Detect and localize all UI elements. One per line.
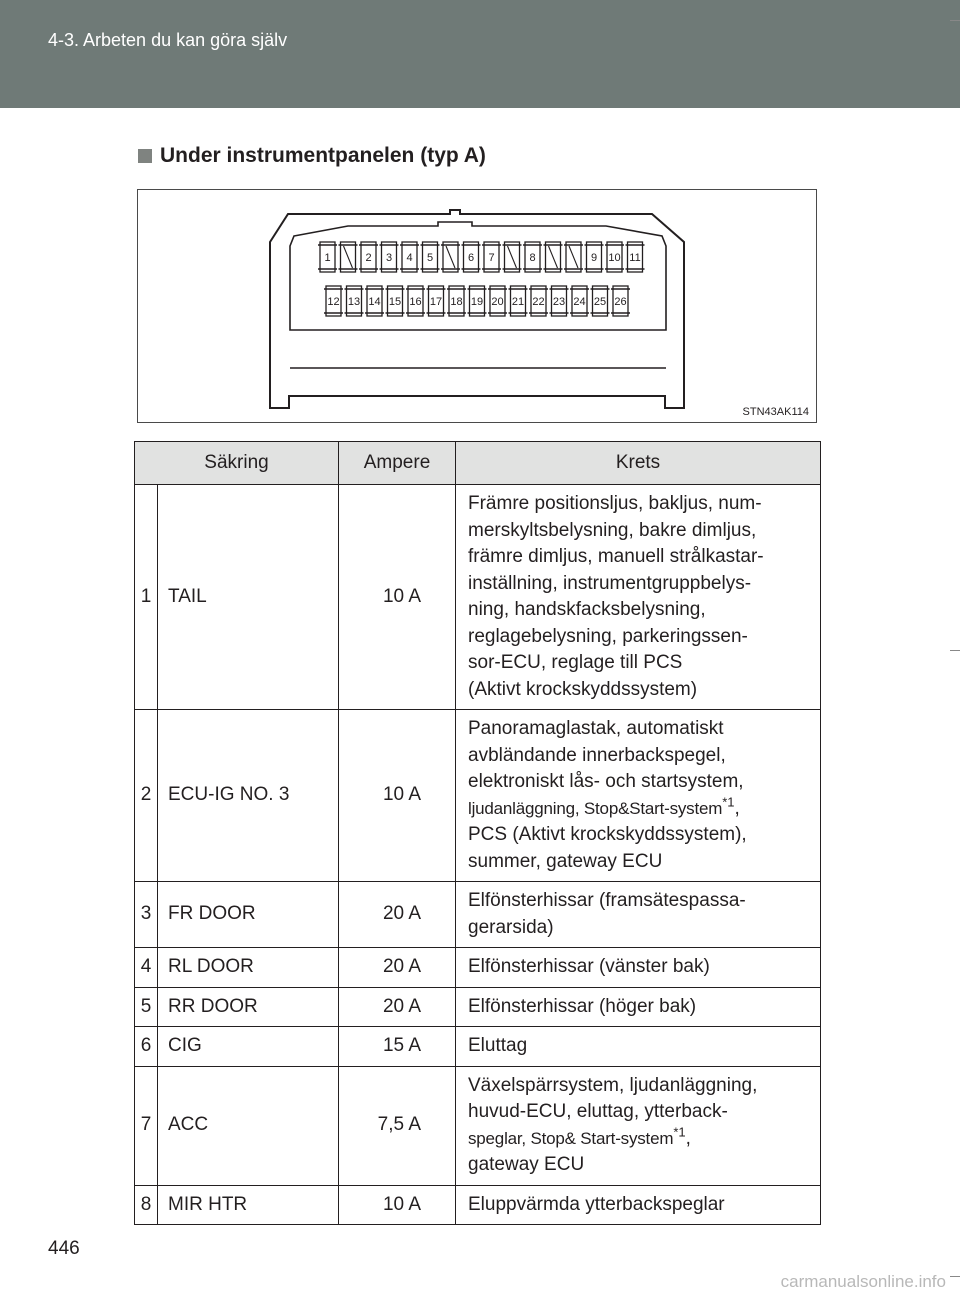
- table-row: [135, 710, 821, 882]
- fuse-slot-top: [564, 242, 583, 272]
- fuse-slot-top: [318, 242, 337, 272]
- fuse-slot-bottom: [386, 286, 405, 316]
- fuse-slot-top: [421, 242, 440, 272]
- fuse-name: RL DOOR: [158, 948, 339, 988]
- fuse-slot-bottom: [509, 286, 528, 316]
- fuse-slot-bottom: [550, 286, 569, 316]
- circuit-line: [468, 1126, 808, 1153]
- fuse-slot-top: [605, 242, 624, 272]
- fuse-name: CIG: [158, 1027, 339, 1067]
- fuse-circuit: [456, 1185, 821, 1225]
- crop-mark: [950, 650, 960, 651]
- slot-label: 16: [409, 296, 422, 308]
- footnote-mark: *1: [673, 1124, 686, 1140]
- header-title: 4-3. Arbeten du kan göra själv: [48, 30, 288, 50]
- crop-mark: [950, 20, 960, 21]
- fuse-number: 6: [135, 1027, 158, 1067]
- slot-label: 11: [629, 252, 641, 264]
- fuse-slot-bottom: [529, 286, 548, 316]
- fuse-circuit: [456, 485, 821, 710]
- fuse-slot-bottom: [406, 286, 425, 316]
- slot-label: 19: [470, 296, 484, 308]
- circuit-line: elektroniskt lås- och startsystem,: [468, 771, 744, 792]
- fuse-slot-top: [339, 242, 358, 272]
- slot-label: 1: [324, 252, 331, 264]
- circuit-line: Elfönsterhissar (höger bak): [468, 995, 697, 1017]
- slot-label: 5: [426, 252, 434, 264]
- slot-label: 13: [347, 296, 361, 308]
- fuse-slot-bottom: [447, 286, 466, 316]
- circuit-line: främre dimljus, manuell strålkastar-: [468, 546, 764, 567]
- slot-label: 8: [529, 252, 536, 264]
- fuse-slot-top: [380, 242, 399, 272]
- circuit-line: summer, gateway ECU: [468, 850, 663, 872]
- watermark: carmanualsonline.info: [780, 1272, 946, 1291]
- fuse-slot-top: [523, 242, 542, 272]
- fuse-ampere: 20 A: [339, 882, 456, 948]
- header-circuit: Krets: [456, 442, 821, 485]
- table-header-row: [135, 442, 821, 485]
- fuse-ampere: 15 A: [339, 1027, 456, 1067]
- slot-label: 26: [614, 296, 627, 308]
- fuse-box-drawing: [138, 190, 816, 422]
- fuse-slot-bottom: [324, 286, 343, 316]
- fuse-slot-bottom: [345, 286, 364, 316]
- fuse-box-diagram: [137, 189, 817, 423]
- slot-label: 24: [573, 296, 586, 308]
- fuse-number: 3: [135, 882, 158, 948]
- fuse-slot-bottom: [488, 286, 507, 316]
- slot-label: 14: [368, 296, 381, 308]
- section-heading: [138, 144, 486, 168]
- fuse-slot-bottom: [570, 286, 589, 316]
- fuse-name: FR DOOR: [158, 882, 339, 948]
- slot-label: 18: [450, 296, 463, 308]
- fuse-slot-top: [503, 242, 522, 272]
- fuse-slot-top: [359, 242, 378, 272]
- slot-label: 2: [365, 252, 372, 264]
- slot-label: 22: [532, 296, 545, 308]
- header-fuse: Säkring: [135, 442, 339, 485]
- fuse-circuit: [456, 882, 821, 948]
- fuse-slot-bottom: [611, 286, 630, 316]
- slot-label: 4: [406, 252, 413, 264]
- circuit-line: Främre positionsljus, bakljus, num-: [468, 493, 762, 514]
- slot-label: 10: [608, 252, 621, 264]
- circuit-line: Eluttag: [468, 1035, 528, 1056]
- fuse-table: [134, 441, 821, 1225]
- fuse-number: 2: [135, 710, 158, 882]
- slot-label: 7: [488, 252, 495, 264]
- slot-label: 6: [467, 252, 475, 264]
- footnote-mark: *1: [722, 794, 735, 810]
- slot-label: 12: [327, 296, 340, 308]
- table-row: [135, 948, 821, 988]
- fuse-slot-top: [626, 242, 645, 272]
- diagram-code: STN43AK114: [742, 406, 809, 418]
- fuse-ampere: 10 A: [339, 1185, 456, 1225]
- fuse-circuit: [456, 1066, 821, 1185]
- fuse-slot-bottom: [468, 286, 487, 316]
- circuit-line: PCS (Aktivt krockskyddssystem),: [468, 824, 747, 845]
- circuit-line: gateway ECU: [468, 1154, 585, 1175]
- fuse-ampere: 10 A: [339, 710, 456, 882]
- fuse-slot-bottom: [365, 286, 384, 316]
- fuse-name: ACC: [158, 1066, 339, 1185]
- circuit-line: ning, handskfacksbelysning,: [468, 599, 706, 620]
- circuit-line: gerarsida): [468, 916, 554, 938]
- table-row: [135, 1027, 821, 1067]
- fuse-circuit: [456, 710, 821, 882]
- fuse-name: ECU-IG NO. 3: [158, 710, 339, 882]
- circuit-line: Panoramaglastak, automatiskt: [468, 718, 724, 739]
- fuse-ampere: 7,5 A: [339, 1066, 456, 1185]
- page-header: [0, 0, 960, 108]
- circuit-line: (Aktivt krockskyddssystem): [468, 678, 698, 700]
- circuit-line: inställning, instrumentgruppbelys-: [468, 572, 752, 594]
- fuse-number: 4: [135, 948, 158, 988]
- fuse-ampere: 20 A: [339, 987, 456, 1027]
- table-row: [135, 1066, 821, 1185]
- fuse-number: 7: [135, 1066, 158, 1185]
- slot-label: 15: [388, 296, 402, 308]
- slot-label: 3: [385, 252, 393, 264]
- header-ampere: Ampere: [339, 442, 456, 485]
- section-heading-text: Under instrumentpanelen (typ A): [160, 144, 486, 167]
- circuit-line: reglagebelysning, parkeringssen-: [468, 625, 748, 647]
- circuit-line: huvud-ECU, eluttag, ytterback-: [468, 1101, 728, 1122]
- fuse-name: TAIL: [158, 485, 339, 710]
- slot-label: 9: [590, 252, 598, 264]
- circuit-line: Växelspärrsystem, ljudanläggning,: [468, 1074, 758, 1096]
- fuse-name: RR DOOR: [158, 987, 339, 1027]
- circuit-text: ljudanläggning, Stop&Start-system: [468, 798, 723, 818]
- fuse-ampere: 10 A: [339, 485, 456, 710]
- fuse-number: 8: [135, 1185, 158, 1225]
- fuse-ampere: 20 A: [339, 948, 456, 988]
- table-row: [135, 485, 821, 710]
- fuse-slot-bottom: [427, 286, 446, 316]
- circuit-line: merskyltsbelysning, bakre dimljus,: [468, 519, 757, 541]
- circuit-line: Eluppvärmda ytterbackspeglar: [468, 1193, 725, 1215]
- page-number: 446: [48, 1238, 80, 1259]
- fuse-number: 1: [135, 485, 158, 710]
- circuit-line: avbländande innerbackspegel,: [468, 744, 726, 766]
- slot-label: 23: [552, 296, 566, 308]
- table-row: [135, 987, 821, 1027]
- table-row: [135, 1185, 821, 1225]
- fuse-circuit: [456, 1027, 821, 1067]
- slot-label: 17: [429, 296, 443, 308]
- fuse-number: 5: [135, 987, 158, 1027]
- circuit-line: Elfönsterhissar (vänster bak): [468, 956, 710, 977]
- fuse-name: MIR HTR: [158, 1185, 339, 1225]
- fuse-slot-top: [462, 242, 481, 272]
- circuit-text: ,: [685, 1127, 691, 1149]
- slot-label: 21: [511, 296, 525, 308]
- fuse-slot-top: [585, 242, 604, 272]
- square-bullet-icon: [138, 149, 152, 163]
- fuse-slot-top: [400, 242, 419, 272]
- slot-label: 20: [491, 296, 504, 308]
- circuit-text: speglar, Stop& Start-system: [468, 1128, 674, 1148]
- circuit-line: sor-ECU, reglage till PCS: [468, 652, 683, 673]
- fuse-slot-top: [482, 242, 501, 272]
- fuse-circuit: [456, 948, 821, 988]
- slot-label: 25: [593, 296, 607, 308]
- circuit-line: [468, 796, 808, 823]
- fuse-slot-bottom: [591, 286, 610, 316]
- table-row: [135, 882, 821, 948]
- fuse-circuit: [456, 987, 821, 1027]
- crop-mark: [950, 1276, 960, 1277]
- circuit-line: Elfönsterhissar (framsätespassa-: [468, 890, 746, 911]
- fuse-slot-top: [544, 242, 563, 272]
- circuit-text: ,: [734, 797, 740, 819]
- fuse-slot-top: [441, 242, 460, 272]
